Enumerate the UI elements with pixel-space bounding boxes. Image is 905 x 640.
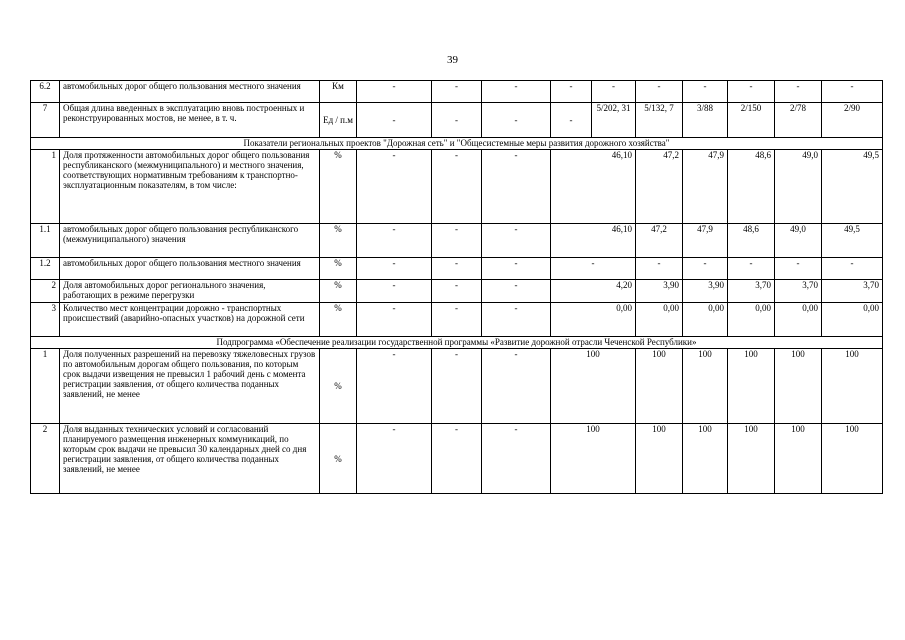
row-value: 2/90 — [822, 103, 883, 138]
row-value: 48,6 — [728, 150, 775, 224]
row-value: 3,90 — [636, 280, 683, 303]
row-value: 49,0 — [775, 224, 822, 258]
row-name: Доля автомобильных дорог регионального значения, работающих в режиме перегрузки — [60, 280, 320, 303]
row-value: - — [636, 258, 683, 280]
row-value: 3,70 — [728, 280, 775, 303]
row-value: - — [432, 424, 482, 494]
row-value: - — [357, 349, 432, 424]
row-name: Доля протяженности автомобильных дорог общего пользования республиканского (межмуниципального) и местного значения, соответствующих нормативным требованиям к транспортно-эксплуатационным показателям, в том числе: — [60, 150, 320, 224]
row-value: - — [482, 303, 551, 337]
row-value: - — [728, 81, 775, 103]
row-value: - — [482, 424, 551, 494]
row-number: 2 — [31, 424, 60, 494]
row-value: - — [551, 258, 636, 280]
row-value: 100 — [775, 424, 822, 494]
row-value: 100 — [683, 424, 728, 494]
row-unit: % — [320, 150, 357, 224]
row-value: - — [482, 224, 551, 258]
row-value: - — [357, 81, 432, 103]
row-value: - — [592, 81, 636, 103]
row-value: - — [775, 81, 822, 103]
section-header-row — [31, 337, 883, 349]
row-value: - — [482, 103, 551, 138]
row-value: - — [357, 103, 432, 138]
row-value: - — [482, 258, 551, 280]
row-value: 5/132, 7 — [636, 103, 683, 138]
row-value: - — [432, 103, 482, 138]
table-row — [31, 258, 883, 280]
row-number: 1 — [31, 150, 60, 224]
row-value: - — [357, 280, 432, 303]
row-value: 48,6 — [728, 224, 775, 258]
row-value: - — [683, 258, 728, 280]
page-number: 39 — [447, 54, 458, 66]
row-name: Количество мест концентрации дорожно - транспортных происшествий (аварийно-опасных участков) на дорожной сети — [60, 303, 320, 337]
row-value: - — [432, 81, 482, 103]
row-value: - — [775, 258, 822, 280]
row-value: 46,10 — [551, 150, 636, 224]
row-value: - — [728, 258, 775, 280]
row-value: 3,70 — [775, 280, 822, 303]
row-value: - — [551, 81, 592, 103]
row-value: 2/150 — [728, 103, 775, 138]
row-unit: % — [320, 280, 357, 303]
row-value: - — [683, 81, 728, 103]
row-value: 49,0 — [775, 150, 822, 224]
row-unit: Ед / п.м — [320, 103, 357, 138]
row-value: - — [432, 303, 482, 337]
table-row — [31, 349, 883, 424]
row-name: автомобильных дорог общего пользования республиканского (межмуниципального) значения — [60, 224, 320, 258]
section-title: Подпрограмма «Обеспечение реализации государственной программы «Развитие дорожной отрасли Чеченской Республики» — [31, 337, 883, 349]
row-value: - — [636, 81, 683, 103]
row-name: автомобильных дорог общего пользования местного значения — [60, 81, 320, 103]
row-value: - — [551, 103, 592, 138]
section-title: Показатели региональных проектов "Дорожная сеть" и "Общесистемные меры развития дорожного хозяйства" — [31, 138, 883, 150]
row-value: 3,70 — [822, 280, 883, 303]
row-value: - — [357, 258, 432, 280]
table-row — [31, 424, 883, 494]
row-value: 49,5 — [822, 150, 883, 224]
row-value: 100 — [775, 349, 822, 424]
row-number: 6.2 — [31, 81, 60, 103]
row-value: 4,20 — [551, 280, 636, 303]
row-value: 100 — [822, 349, 883, 424]
row-value: 100 — [636, 349, 683, 424]
row-number: 1 — [31, 349, 60, 424]
row-value: 100 — [551, 349, 636, 424]
row-value: 0,00 — [775, 303, 822, 337]
row-value: 0,00 — [683, 303, 728, 337]
row-value: 47,2 — [636, 224, 683, 258]
row-value: 100 — [728, 349, 775, 424]
section-header-row — [31, 138, 883, 150]
row-value: - — [432, 280, 482, 303]
row-value: - — [432, 258, 482, 280]
row-value: 3,90 — [683, 280, 728, 303]
row-name: Доля полученных разрешений на перевозку тяжеловесных грузов по автомобильным дорогам общего пользования, по которым срок выдачи извещения не превысил 1 рабочий день с момента регистрации заявления, от общего количества поданных заявлений, не менее — [60, 349, 320, 424]
row-value: - — [482, 349, 551, 424]
row-unit: % — [320, 258, 357, 280]
row-value: - — [482, 81, 551, 103]
row-value: 100 — [822, 424, 883, 494]
row-value: - — [432, 224, 482, 258]
row-value: 0,00 — [636, 303, 683, 337]
row-value: 5/202, 31 — [592, 103, 636, 138]
table-row — [31, 224, 883, 258]
row-value: - — [482, 150, 551, 224]
row-unit: % — [320, 224, 357, 258]
row-value: - — [357, 303, 432, 337]
row-value: 0,00 — [728, 303, 775, 337]
row-value: - — [482, 280, 551, 303]
row-value: 49,5 — [822, 224, 883, 258]
row-value: - — [822, 258, 883, 280]
row-number: 3 — [31, 303, 60, 337]
row-number: 1.2 — [31, 258, 60, 280]
table-row — [31, 280, 883, 303]
row-unit: % — [320, 349, 357, 424]
row-value: 2/78 — [775, 103, 822, 138]
row-value: 100 — [551, 424, 636, 494]
row-number: 7 — [31, 103, 60, 138]
table-row — [31, 81, 883, 103]
row-value: 47,9 — [683, 150, 728, 224]
table-row — [31, 150, 883, 224]
row-value: - — [357, 224, 432, 258]
row-value: 3/88 — [683, 103, 728, 138]
row-value: 100 — [636, 424, 683, 494]
row-number: 1.1 — [31, 224, 60, 258]
row-value: 100 — [683, 349, 728, 424]
indicators-table — [30, 80, 883, 494]
row-name: автомобильных дорог общего пользования местного значения — [60, 258, 320, 280]
row-value: 0,00 — [822, 303, 883, 337]
row-unit: % — [320, 424, 357, 494]
table-row — [31, 303, 883, 337]
row-value: 100 — [728, 424, 775, 494]
row-value: 47,2 — [636, 150, 683, 224]
row-name: Доля выданных технических условий и согласований планируемого размещения инженерных коммуникаций, по которым срок выдачи не превысил 30 календарных дней со дня регистрации заявления, от общего количества поданных заявлений, не менее — [60, 424, 320, 494]
row-value: - — [432, 349, 482, 424]
row-value: 0,00 — [551, 303, 636, 337]
row-number: 2 — [31, 280, 60, 303]
row-unit: % — [320, 303, 357, 337]
row-value: 46,10 — [551, 224, 636, 258]
row-unit: Км — [320, 81, 357, 103]
row-value: - — [357, 150, 432, 224]
row-value: - — [822, 81, 883, 103]
row-value: 47,9 — [683, 224, 728, 258]
row-value: - — [357, 424, 432, 494]
row-name: Общая длина введенных в эксплуатацию вновь построенных и реконструированных мостов, не менее, в т. ч. — [60, 103, 320, 138]
table-row — [31, 103, 883, 138]
row-value: - — [432, 150, 482, 224]
